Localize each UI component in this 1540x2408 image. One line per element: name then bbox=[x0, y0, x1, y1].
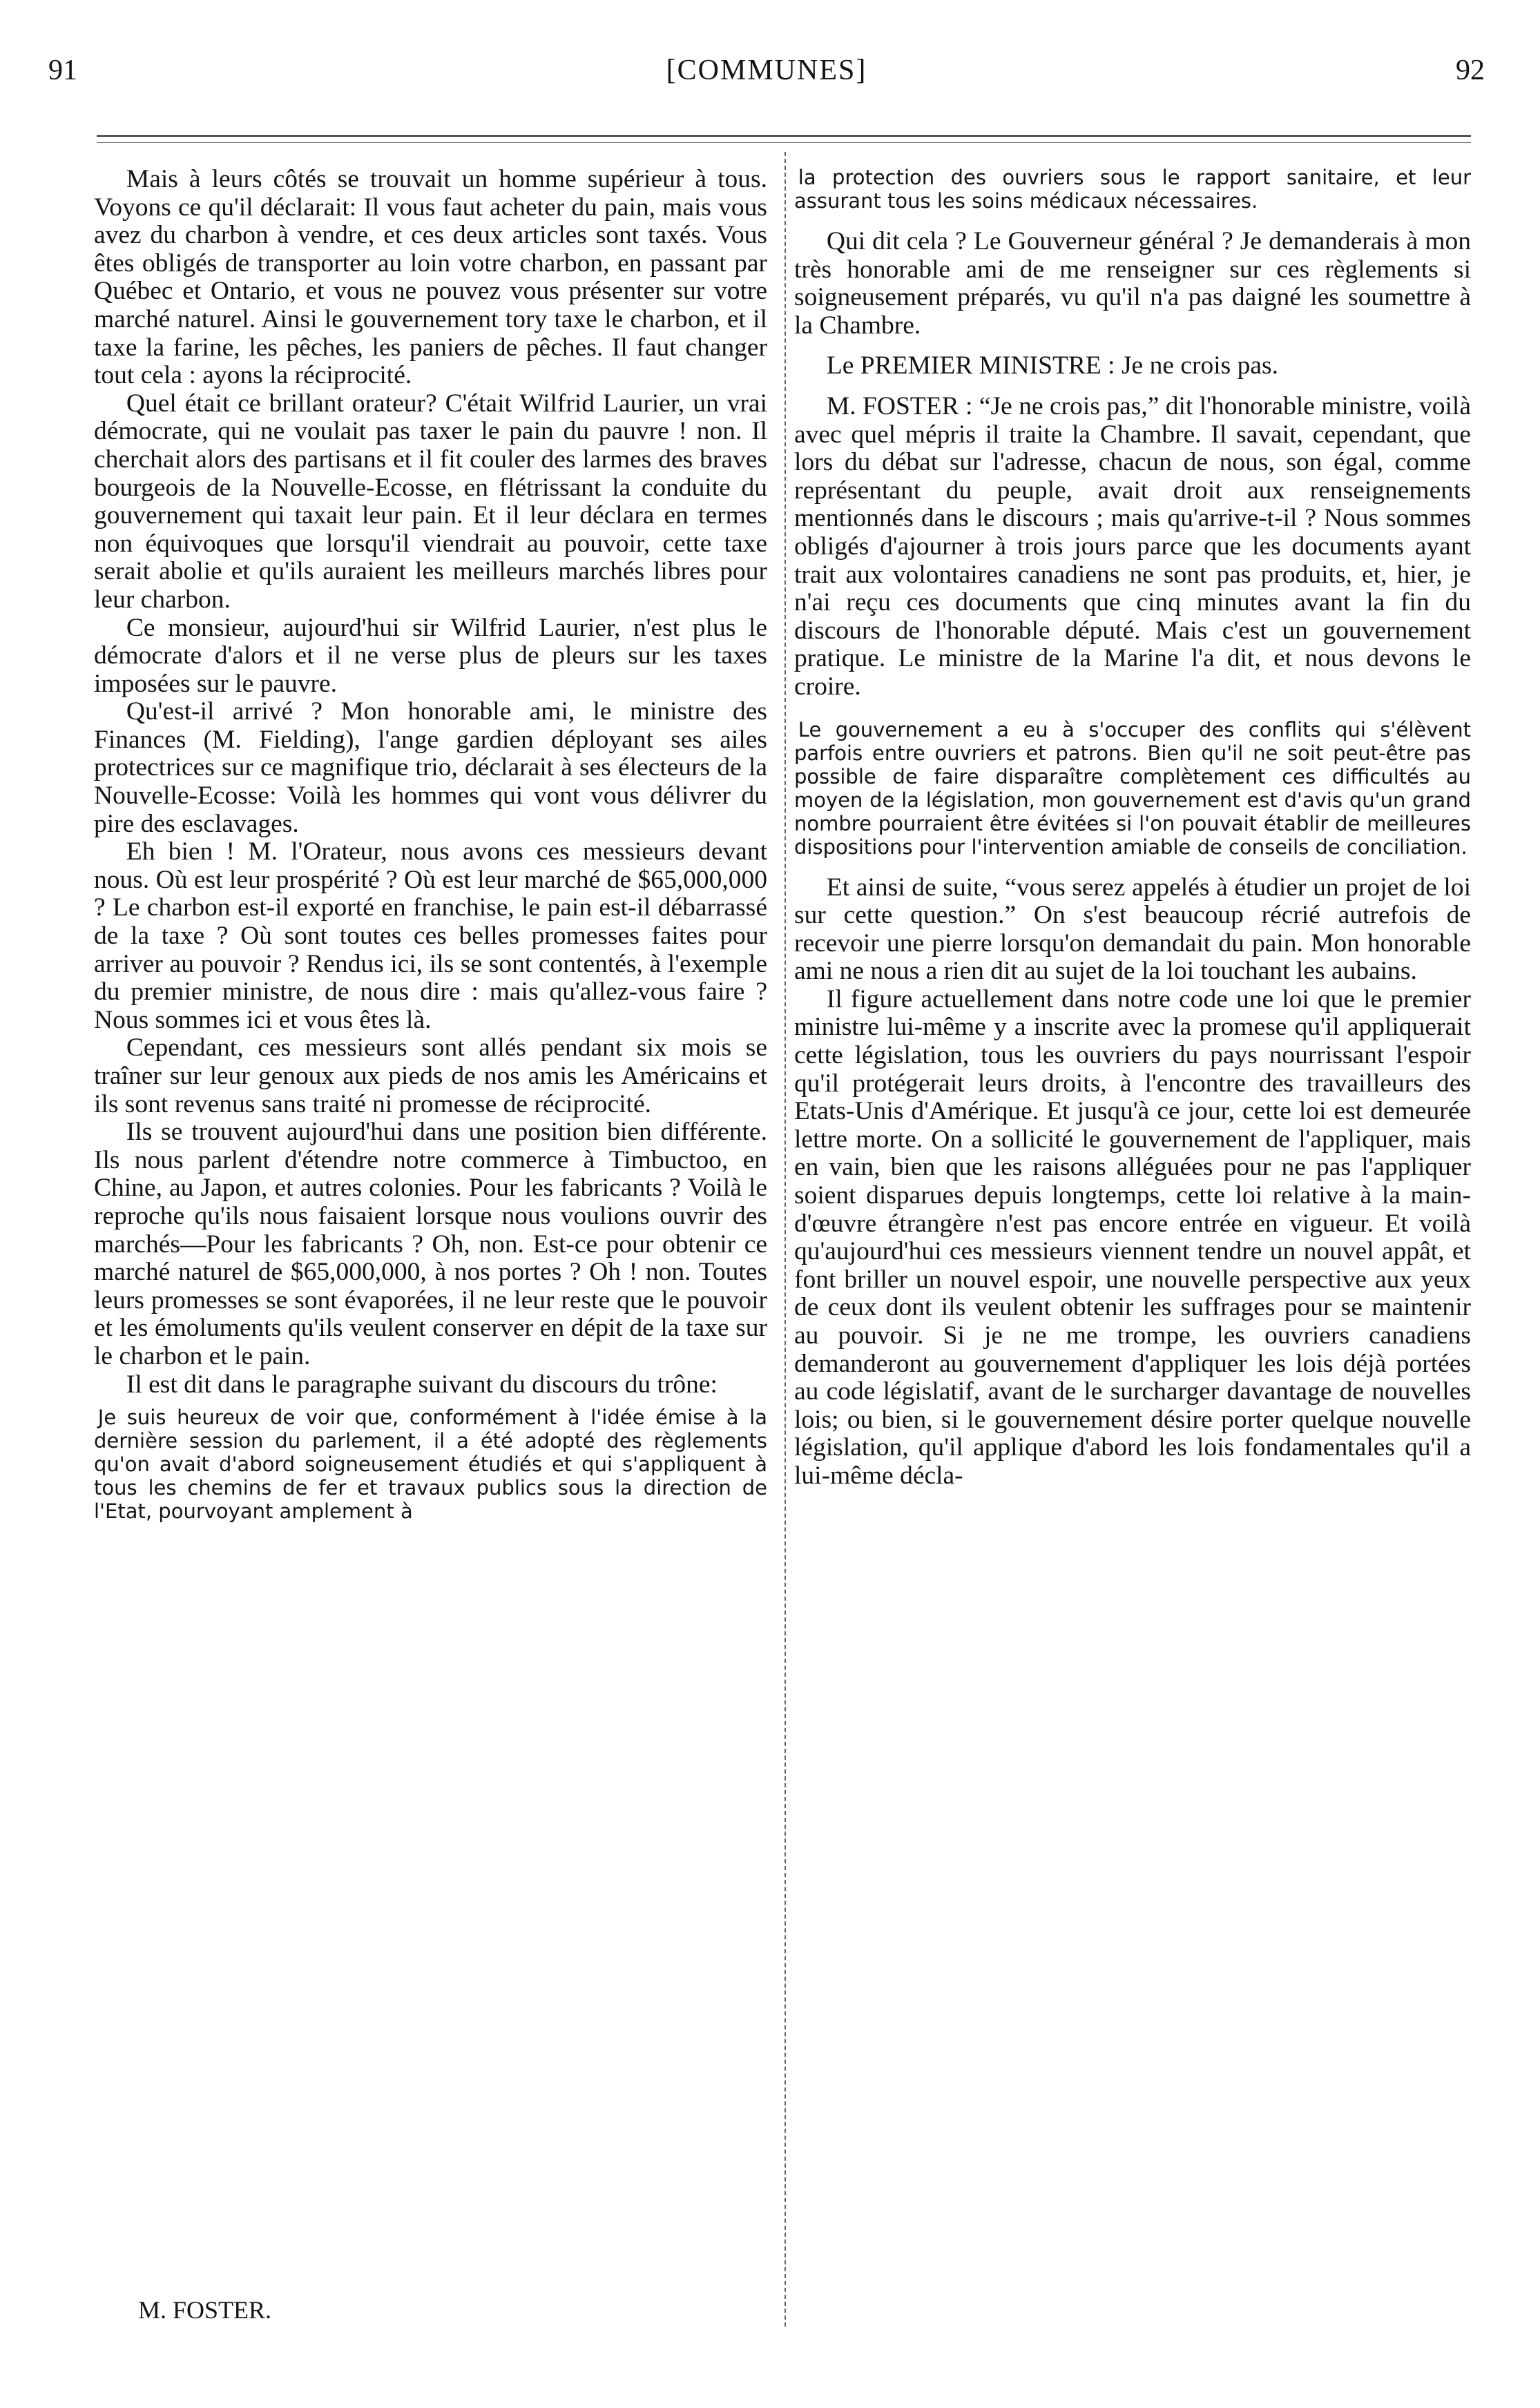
header-rule bbox=[97, 135, 1471, 137]
page-number-left: 91 bbox=[48, 55, 77, 86]
right-column bbox=[794, 166, 1471, 1491]
paragraph: Ils se trouvent aujourd'hui dans une position bien différente. Ils nous parlent d'étendre notre commerce à Timbuctoo, en Chine, au Japon, et autres colonies. Pour les fabricants ? Voilà le reproche qu'ils nous faisaient lorsque nous voulions ouvrir des marchés—Pour les fabricants ? Oh, non. Est-ce pour obtenir ce marché naturel de $65,000,000, à nos portes ? Oh ! non. Toutes leurs promesses se sont évaporées, il ne leur reste que le pouvoir et les émoluments qu'ils veulent conserver en dépit de la taxe sur le charbon et le pain. bbox=[94, 1118, 767, 1370]
paragraph: Ce monsieur, aujourd'hui sir Wilfrid Laurier, n'est plus le démocrate d'alors et il ne verse plus de pleurs sur les taxes imposées sur le pauvre. bbox=[94, 613, 767, 698]
speech-quote: Le gouvernement a eu à s'occuper des conflits qui s'élèvent parfois entre ouvriers et patrons. Bien qu'il ne soit peut-être pas possible de faire disparaître complètement ces difficultés au moyen de la législation, mon gouvernement est d'avis qu'un grand nombre pourraient être évitées si l'on pouvait établir de meilleures dispositions pour l'intervention amiable de conseils de conciliation. bbox=[794, 717, 1471, 859]
paragraph: Eh bien ! M. l'Orateur, nous avons ces messieurs devant nous. Où est leur prospérité ? Où est leur marché de $65,000,000 ? Le charbon est-il exporté en franchise, le pain est-il débarrassé de la taxe ? Où sont toutes ces belles promesses faites pour arriver au pouvoir ? Rendus ici, ils se sont contentés, à l'exemple du premier ministre, de nous dire : mais qu'allez-vous faire ? Nous sommes ici et vous êtes là. bbox=[94, 837, 767, 1034]
page-header bbox=[48, 54, 1485, 102]
paragraph: Et ainsi de suite, “vous serez appelés à étudier un projet de loi sur cette question.” On s'est beaucoup récrié autrefois de recevoir une pierre lorsqu'on demandait du pain. Mon honorable ami ne nous a rien dit au sujet de la loi touchant les aubains. bbox=[794, 873, 1471, 986]
column-divider bbox=[785, 152, 786, 2327]
paragraph: Cependant, ces messieurs sont allés pendant six mois se traîner sur leur genoux aux pieds de nos amis les Américains et ils sont revenus sans traité ni promesse de réciprocité. bbox=[94, 1033, 767, 1118]
foster-paragraph: M. FOSTER : “Je ne crois pas,” dit l'honorable ministre, voilà avec quel mépris il traite la Chambre. Il savait, cependant, que lors du débat sur l'adresse, chacun de nous, son égal, comme représentant du peuple, avait droit aux renseignements mentionnés dans le discours ; mais qu'arrive-t-il ? Nous sommes obligés d'ajourner à trois jours parce que les documents ayant trait aux volontaires canadiens ne sont pas produits, et, hier, je n'ai reçu ces documents que cinq minutes avant la fin du discours de l'honorable député. Mais c'est un gouvernement pratique. Le ministre de la Marine l'a dit, et nous devons le croire. bbox=[794, 391, 1471, 701]
running-title: [COMMUNES] bbox=[666, 55, 867, 86]
paragraph: Il figure actuellement dans notre code une loi que le premier ministre lui-même y a inscrite avec la promese qu'il appliquerait cette législation, tous les ouvriers du pays nourrissant l'espoir qu'il protégerait leurs droits, à l'encontre des travailleurs des Etats-Unis d'Amérique. Et jusqu'à ce jour, cette loi est demeurée lettre morte. On a sollicité le gouvernement de l'appliquer, mais en vain, bien que les raisons alléguées pour ne pas l'appliquer soient disparues depuis longtemps, cette loi relative à la main-d'œuvre étrangère n'est pas encore entrée en vigueur. Et voilà qu'aujourd'hui ces messieurs viennent tendre un nouvel appât, et font briller un nouvel espoir, une nouvelle perspective aux yeux de ceux dont ils veulent obtenir les suffrages pour se maintenir au pouvoir. Si je ne me trompe, les ouvriers canadiens demanderont au gouvernement d'appliquer les lois déjà portées au code législatif, avant de le surcharger davantage de nouvelles lois; ou bien, si le gouvernement désire porter quelque nouvelle législation, qu'il applique d'abord les lois fondamentales qu'il a lui-même décla- bbox=[794, 984, 1471, 1490]
speech-quote-continued: la protection des ouvriers sous le rapport sanitaire, et leur assurant tous les soins médicaux nécessaires. bbox=[794, 166, 1471, 213]
page-number-right: 92 bbox=[1456, 55, 1485, 86]
left-column bbox=[94, 166, 767, 1538]
paragraph: Il est dit dans le paragraphe suivant du discours du trône: bbox=[126, 1370, 718, 1399]
header-rule-thin bbox=[97, 142, 1471, 143]
paragraph: Qui dit cela ? Le Gouverneur général ? Je demanderais à mon très honorable ami de me renseigner sur ces règlements si soigneusement préparés, vu qu'il n'a pas daigné les soumettre à la Chambre. bbox=[794, 227, 1471, 340]
paragraph: Mais à leurs côtés se trouvait un homme supérieur à tous. Voyons ce qu'il déclarait: Il vous faut acheter du pain, mais vous avez du charbon à vendre, et ces deux articles sont taxés. Vous êtes obligés de transporter au loin votre charbon, en passant par Québec et Ontario, et vous ne pouvez vous présenter sur votre marché naturel. Ainsi le gouvernement tory taxe le charbon, et il taxe la farine, les pêches, les paniers de pêches. Il faut changer tout cela : ayons la réciprocité. bbox=[94, 165, 767, 390]
premier-ministre-reply: Le PREMIER MINISTRE : Je ne crois pas. bbox=[826, 351, 1278, 380]
paragraph: Qu'est-il arrivé ? Mon honorable ami, le ministre des Finances (M. Fielding), l'ange gardien déployant ses ailes protectrices sur ce magnifique trio, déclarait à ses électeurs de la Nouvelle-Ecosse: Voilà les hommes qui vont vous délivrer du pire des esclavages. bbox=[94, 697, 767, 838]
footer-speaker: M. FOSTER. bbox=[138, 2296, 272, 2324]
speech-quote: Je suis heureux de voir que, conformément à l'idée émise à la dernière session du parlement, il a été adopté des règlements qu'on avait d'abord soigneusement étudiés et qui s'appliquent à tous les chemins de fer et travaux publics sous la direction de l'Etat, pourvoyant amplement à bbox=[94, 1406, 767, 1524]
paragraph: Quel était ce brillant orateur? C'était Wilfrid Laurier, un vrai démocrate, qui ne voulait pas taxer le pain du pauvre ! non. Il cherchait alors des partisans et il fit couler des larmes des braves bourgeois de la Nouvelle-Ecosse, en flétrissant la conduite du gouvernement qui taxait leur pain. Et il leur déclara en termes non équivoques que lorsqu'il viendrait au pouvoir, cette taxe serait abolie et qu'ils auraient les meilleurs marchés libres pour leur charbon. bbox=[94, 389, 767, 614]
